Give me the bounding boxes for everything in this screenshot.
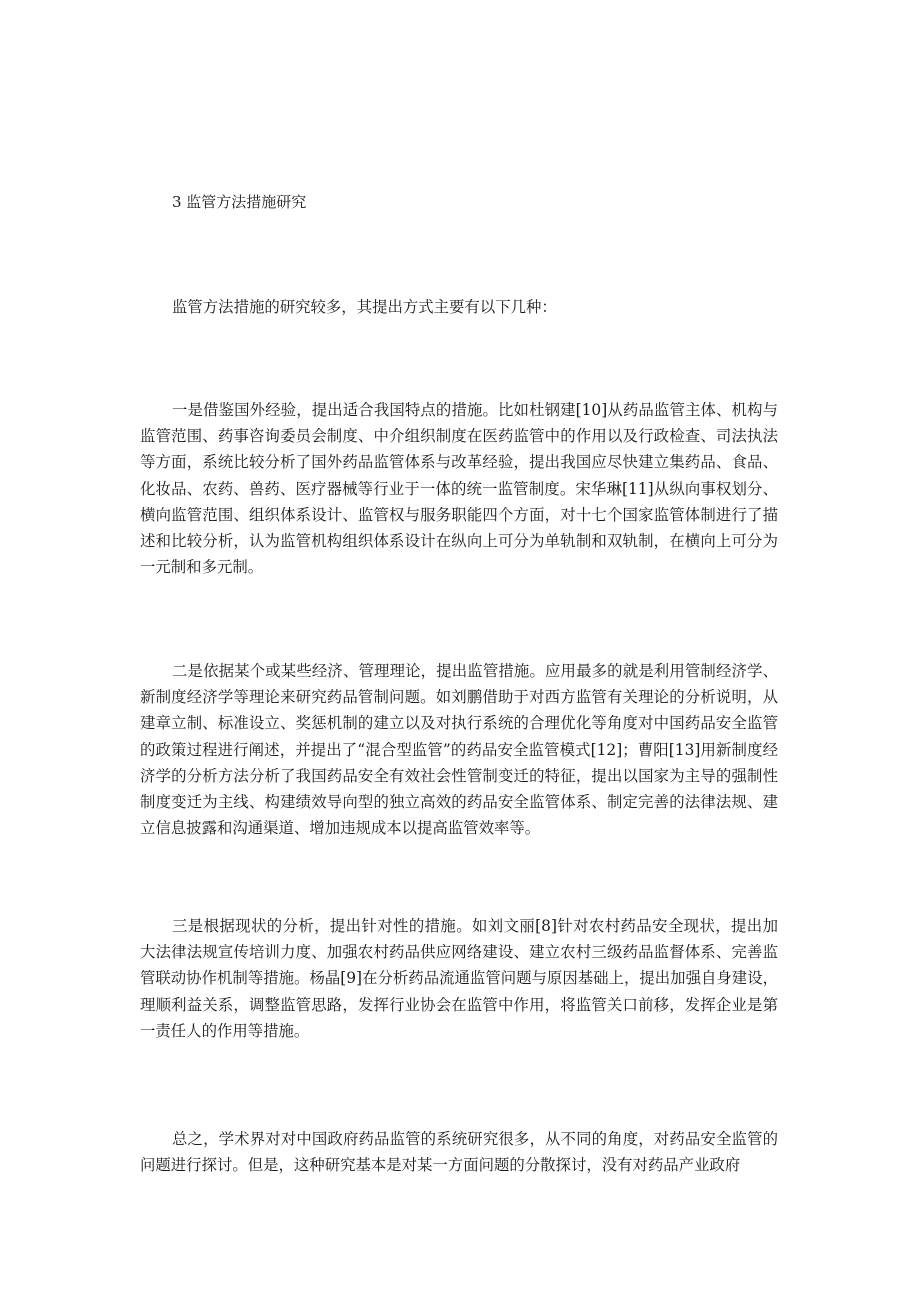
paragraph-economic-theory: 二是依据某个或某些经济、管理理论，提出监管措施。应用最多的就是利用管制经济学、新制度经济学等理论来研究药品管制问题。如刘鹏借助于对西方监管有关理论的分析说明，从建章立制、标准设立、奖惩机制的建立以及对执行系统的合理优化等角度对中国药品安全监管的政策过程进行阐述，并提出了“混合型监管”的药品安全监管模式[12]；曹阳[13]用新制度经济学的分析方法分析了我国药品安全有效社会性管制变迁的特征，提出以国家为主导的强制性制度变迁为主线、构建绩效导向型的独立高效的药品安全监管体系、制定完善的法律法规、建立信息披露和沟通渠道、增加违规成本以提高监管效率等。 xyxy=(140,662,778,838)
paragraph-foreign-experience: 一是借鉴国外经验，提出适合我国特点的措施。比如杜钢建[10]从药品监管主体、机构与监管范围、药事咨询委员会制度、中介组织制度在医药监管中的作用以及行政检查、司法执法等方面，系统比较分析了国外药品监管体系与改革经验，提出我国应尽快建立集药品、食品、化妆品、农药、兽药、医疗器械等行业于一体的统一监管制度。宋华琳[11]从纵向事权划分、横向监管范围、组织体系设计、监管权与服务职能四个方面，对十七个国家监管体制进行了描述和比较分析，认为监管机构组织体系设计在纵向上可分为单轨制和双轨制，在横向上可分为一元制和多元制。 xyxy=(140,401,778,577)
paragraph-current-situation: 三是根据现状的分析，提出针对性的措施。如刘文丽[8]针对农村药品安全现状，提出加大法律法规宣传培训力度、加强农村药品供应网络建设、建立农村三级药品监督体系、完善监管联动协作机制等措施。杨晶[9]在分析药品流通监管问题与原因基础上，提出加强自身建设，理顺利益关系，调整监管思路，发挥行业协会在监管中作用，将监管关口前移，发挥企业是第一责任人的作用等措施。 xyxy=(140,917,778,1040)
paragraph-intro: 监管方法措施的研究较多，其提出方式主要有以下几种： xyxy=(172,298,557,316)
section-heading: 3 监管方法措施研究 xyxy=(172,193,307,211)
paragraph-summary: 总之，学术界对对中国政府药品监管的系统研究很多，从不同的角度，对药品安全监管的问题进行探讨。但是，这种研究基本是对某一方面问题的分散探讨，没有对药品产业政府 xyxy=(140,1130,778,1175)
